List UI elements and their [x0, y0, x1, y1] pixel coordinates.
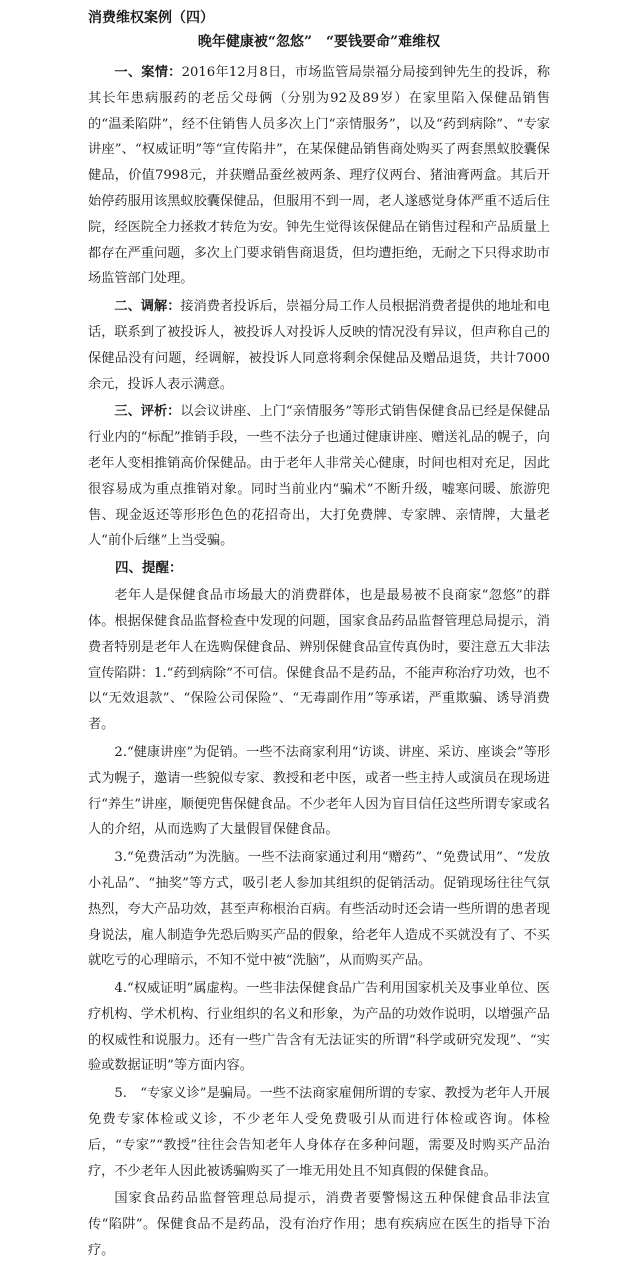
paragraph: 3.“免费活动”为洗脑。一些不法商家通过利用“赠药”、“免费试用”、“发放小礼品”、“抽奖”等方式，吸引老人参加其组织的促销活动。促销现场往往气氛热烈，夸大产品功效，甚至声称根治百病。有些活动时还会请一些所谓的患者现身说法，雇人制造争先恐后购买产品的假象，给老年人造成不买就没有了、不买就吃亏的心理暗示，不知不觉中被“洗脑”，从而购买产品。 — [88, 850, 550, 969]
section-lead: 二、调解： — [114, 299, 181, 315]
case-heading: 消费维权案例（四） — [88, 10, 214, 26]
paragraph: 老年人是保健食品市场最大的消费群体，也是最易被不良商家“忽悠”的群体。根据保健食品监督检查中发现的问题，国家食品药品监督管理总局提示，消费者特别是老年人在选购保健食品、辨别保健食品宣传真伪时，要注意五大非法宣传陷阱：1.“药到病除”不可信。保健食品不是药品，不能声称治疗功效，也不以“无效退款”、“保险公司保险”、“无毒副作用”等承诺，严重欺骗、诱导消费者。 — [88, 588, 550, 733]
document — [88, 8, 550, 1266]
section-lead: 三、评析： — [114, 404, 181, 420]
article-title: 晚年健康被“忽悠” “要钱要命”难维权 — [197, 34, 441, 50]
paragraph: 2.“健康讲座”为促销。一些不法商家利用“访谈、讲座、采访、座谈会”等形式为幌子，邀请一些貌似专家、教授和老中医，或者一些主持人或演员在现场进行“养生”讲座，顺便兜售保健食品。不少老年人因为盲目信任这些所谓专家或名人的介绍，从而选购了大量假冒保健食品。 — [88, 744, 550, 838]
section-lead: 一、案情： — [114, 65, 182, 80]
paragraph: 国家食品药品监督管理总局提示，消费者要警惕这五种保健食品非法宣传“陷阱”。保健食品不是药品，没有治疗作用；患有疾病应在医生的指导下治疗。 — [88, 1191, 550, 1259]
section-text: 接消费者投诉后，崇福分局工作人员根据消费者提供的地址和电话，联系到了被投诉人，被投诉人对投诉人反映的情况没有异议，但声称自己的保健品没有问题，经调解，被投诉人同意将剩余保健品及赠品退货，共计7000余元，投诉人表示满意。 — [88, 299, 551, 392]
reminder-title: 四、提醒： — [115, 560, 183, 577]
paragraph: 5. “专家义诊”是骗局。一些不法商家雇佣所谓的专家、教授为老年人开展免费专家体检或义诊，不少老年人受免费吸引从而进行体检或咨询。体检后，“专家”“教授”往往会告知老年人身体存在多种问题，需要及时购买产品治疗，不少老年人因此被诱骗购买了一堆无用处且不知真假的保健食品。 — [88, 1086, 550, 1179]
paragraph: 4.“权威证明”属虚构。一些非法保健食品广告利用国家机关及事业单位、医疗机构、学术机构、行业组织的名义和形象，为产品的功效作说明，以增强产品的权威性和说服力。还有一些广告含有无法证实的所谓“科学或研究发现”、“实验或数据证明”等方面内容。 — [88, 981, 550, 1074]
section-text: 2016年12月8日，市场监管局崇福分局接到钟先生的投诉，称其长年患病服药的老岳父母俩（分别为92及89岁）在家里陷入保健品销售的“温柔陷阱”，经不住销售人员多次上门“亲情服务”，以及“药到病除”、“专家讲座”、“权威证明”等“宣传陷井”，在某保健品销售商处购买了两套黑蚁胶囊保健品，价值7998元，并获赠品蚕丝被两条、理疗仪两台、猪油膏两盒。其后开始停药服用该黑蚁胶囊保健品，但服用不到一周，老人遂感觉身体严重不适后住院，经医院全力拯救才转危为安。钟先生觉得该保健品在销售过程和产品质量上都存在严重问题，多次上门要求销售商退货，但均遭拒绝，无耐之下只得求助市场监管部门处理。 — [88, 65, 551, 287]
section-case — [88, 60, 550, 292]
section-analysis — [88, 399, 550, 554]
section-text: 以会议讲座、上门“亲情服务”等形式销售保健食品已经是保健品行业内的“标配”推销手段，一些不法分子也通过健康讲座、赠送礼品的幌子，向老年人变相推销高价保健品。由于老年人非常关心健康，时间也相对充足，因此很容易成为重点推销对象。同时当前业内“骗术”不断升级，嘘寒问暖、旅游兜售、现金返还等形形色色的花招奇出，大打免费牌、专家牌、亲情牌，大量老人“前仆后继”上当受骗。 — [88, 404, 551, 549]
section-mediation — [88, 294, 550, 397]
